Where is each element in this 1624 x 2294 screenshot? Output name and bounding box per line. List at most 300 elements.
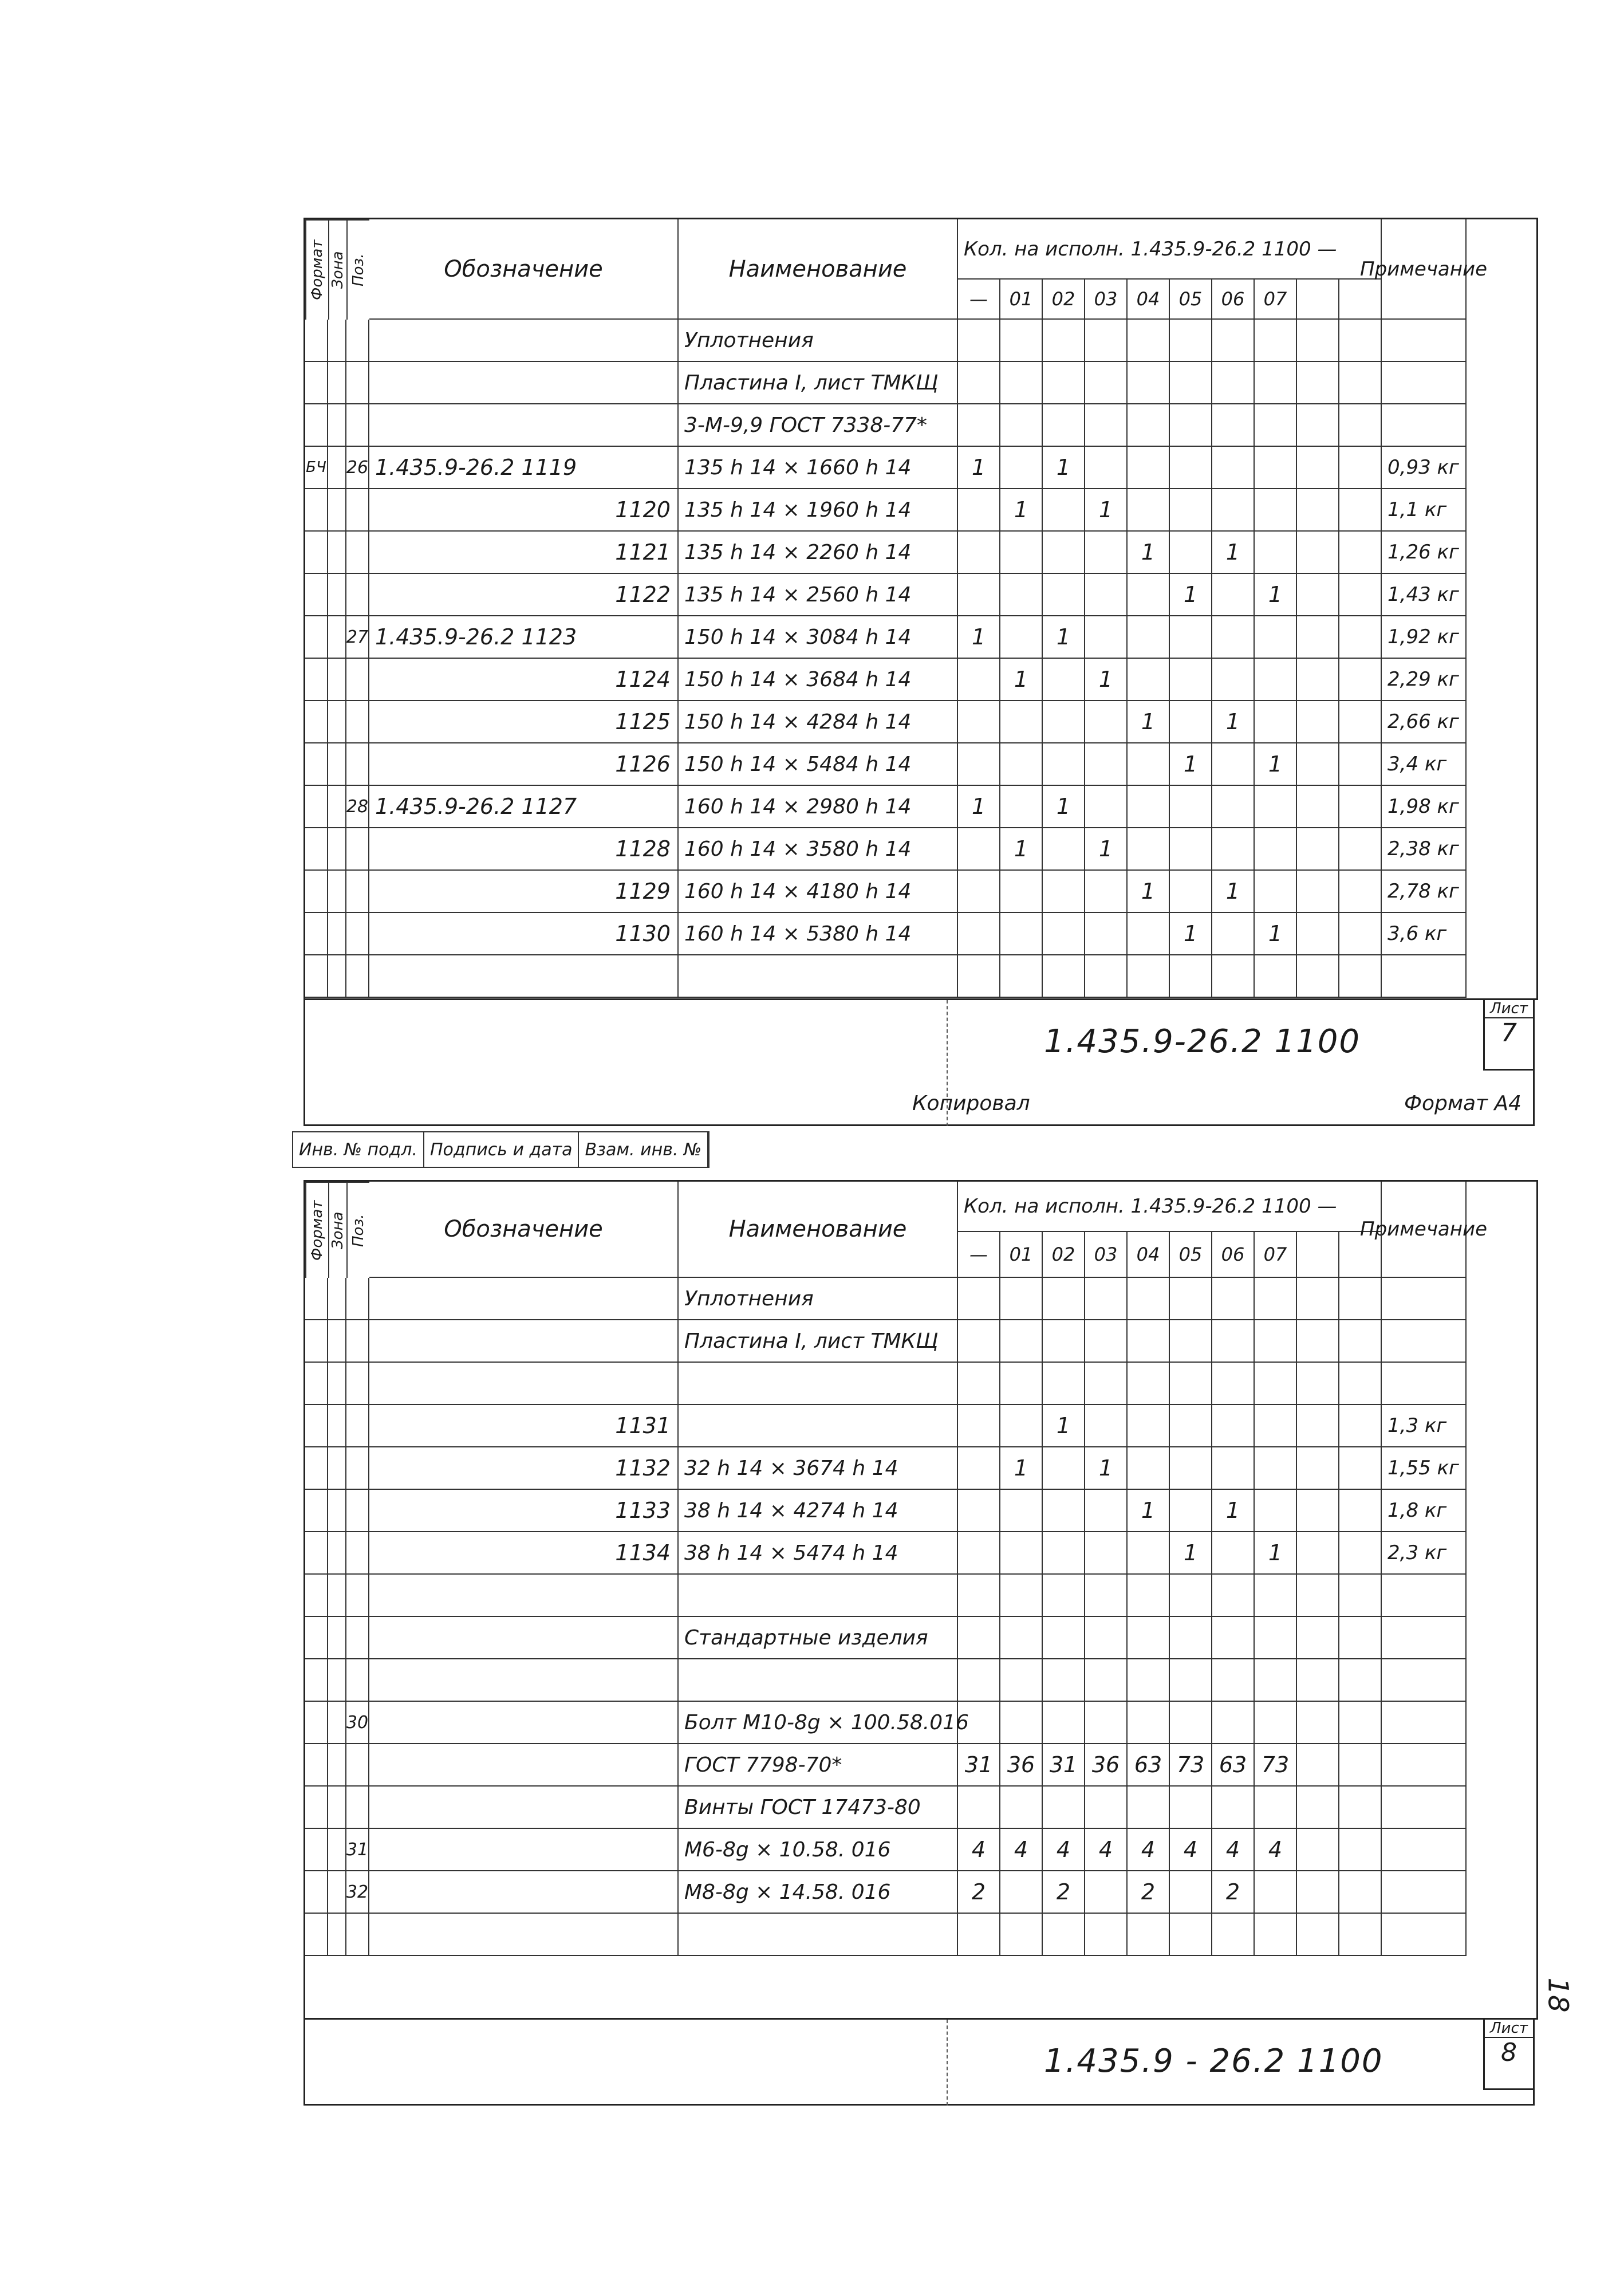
row-qty	[1085, 1320, 1128, 1363]
row-zone	[328, 1447, 346, 1490]
row-position	[346, 1617, 369, 1659]
row-format	[305, 489, 328, 532]
header-name: Наименование	[679, 219, 958, 320]
row-qty: 31	[1043, 1744, 1085, 1787]
row-qty: 63	[1212, 1744, 1255, 1787]
row-designation: 1130	[369, 913, 679, 955]
row-qty	[1170, 404, 1212, 447]
row-qty	[1128, 616, 1170, 659]
row-format	[305, 1702, 328, 1744]
row-qty: 1	[1128, 532, 1170, 574]
row-qty	[1128, 404, 1170, 447]
row-zone	[328, 1787, 346, 1829]
row-qty	[1170, 489, 1212, 532]
row-qty	[958, 828, 1000, 871]
row-qty	[1128, 1363, 1170, 1405]
row-qty	[1170, 1702, 1212, 1744]
row-qty	[1255, 489, 1297, 532]
row-qty	[1085, 1278, 1128, 1320]
row-qty	[1339, 871, 1382, 913]
header-variant: 05	[1170, 280, 1212, 320]
header-variant: 03	[1085, 280, 1128, 320]
header-format: Формат	[305, 219, 328, 320]
row-qty	[1043, 1490, 1085, 1532]
row-designation	[369, 362, 679, 404]
row-designation: 1.435.9-26.2 1123	[369, 616, 679, 659]
row-note	[1382, 404, 1467, 447]
row-name: 135 h 14 × 2260 h 14	[679, 532, 958, 574]
row-qty	[958, 1575, 1000, 1617]
row-designation: 1133	[369, 1490, 679, 1532]
row-qty	[1128, 828, 1170, 871]
row-zone	[328, 574, 346, 616]
row-qty: 1	[1085, 489, 1128, 532]
row-qty	[1000, 362, 1043, 404]
row-designation: 1128	[369, 828, 679, 871]
row-qty	[1297, 701, 1339, 743]
row-qty	[958, 955, 1000, 998]
row-note: 2,66 кг	[1382, 701, 1467, 743]
sheet-number-box	[1483, 2020, 1533, 2090]
row-qty	[1339, 1532, 1382, 1575]
row-qty: 1	[1000, 489, 1043, 532]
row-qty	[1043, 574, 1085, 616]
row-qty	[1170, 1787, 1212, 1829]
row-qty	[1297, 913, 1339, 955]
row-qty	[1043, 404, 1085, 447]
row-designation: 1121	[369, 532, 679, 574]
row-qty: 2	[958, 1871, 1000, 1914]
row-qty	[1085, 320, 1128, 362]
row-qty	[1339, 1405, 1382, 1447]
row-zone	[328, 786, 346, 828]
row-qty: 1	[1255, 574, 1297, 616]
row-position	[346, 362, 369, 404]
row-qty: 1	[1170, 1532, 1212, 1575]
row-qty	[1212, 1320, 1255, 1363]
row-format	[305, 1829, 328, 1871]
row-format	[305, 1659, 328, 1702]
row-name: 150 h 14 × 5484 h 14	[679, 743, 958, 786]
row-format	[305, 1575, 328, 1617]
row-zone	[328, 1320, 346, 1363]
row-qty	[1085, 701, 1128, 743]
row-qty	[1339, 1871, 1382, 1914]
row-qty	[1043, 1278, 1085, 1320]
row-qty	[1000, 1363, 1043, 1405]
row-qty	[1339, 404, 1382, 447]
row-zone	[328, 320, 346, 362]
row-zone	[328, 532, 346, 574]
row-qty	[1085, 616, 1128, 659]
header-variant: 07	[1255, 280, 1297, 320]
row-qty	[1128, 786, 1170, 828]
row-qty	[1085, 743, 1128, 786]
row-qty	[1170, 1320, 1212, 1363]
row-qty: 1	[1085, 828, 1128, 871]
row-qty	[1212, 1405, 1255, 1447]
row-qty	[1212, 828, 1255, 871]
row-qty	[1043, 532, 1085, 574]
row-qty	[1085, 1532, 1128, 1575]
row-qty: 1	[1000, 1447, 1043, 1490]
row-qty	[1212, 489, 1255, 532]
row-zone	[328, 1829, 346, 1871]
row-qty: 1	[1043, 616, 1085, 659]
row-format	[305, 743, 328, 786]
header-designation: Обозначение	[369, 1182, 679, 1278]
row-format	[305, 404, 328, 447]
row-qty	[1212, 913, 1255, 955]
row-position	[346, 532, 369, 574]
row-name: 135 h 14 × 2560 h 14	[679, 574, 958, 616]
row-qty: 1	[1043, 447, 1085, 489]
row-name	[679, 1363, 958, 1405]
row-position	[346, 1490, 369, 1532]
header-variant	[1339, 280, 1382, 320]
sheet-label: Лист	[1485, 1000, 1533, 1018]
row-format	[305, 1744, 328, 1787]
document-code: 1.435.9-26.2 1100	[1044, 1023, 1361, 1060]
row-position: 30	[346, 1702, 369, 1744]
spec-sheet-8	[303, 1180, 1538, 2106]
row-designation	[369, 955, 679, 998]
row-format	[305, 701, 328, 743]
row-qty	[1128, 743, 1170, 786]
row-qty: 1	[958, 447, 1000, 489]
row-zone	[328, 1871, 346, 1914]
row-qty	[1297, 1278, 1339, 1320]
header-note: Примечание	[1382, 219, 1467, 320]
row-qty	[1339, 828, 1382, 871]
row-qty	[1255, 786, 1297, 828]
row-qty	[1339, 1829, 1382, 1871]
header-designation: Обозначение	[369, 219, 679, 320]
row-qty	[958, 574, 1000, 616]
row-zone	[328, 1490, 346, 1532]
row-zone	[328, 659, 346, 701]
row-name: 135 h 14 × 1960 h 14	[679, 489, 958, 532]
row-qty: 1	[1085, 659, 1128, 701]
row-note	[1382, 1744, 1467, 1787]
row-qty	[1339, 1617, 1382, 1659]
row-qty	[1170, 701, 1212, 743]
row-qty	[1212, 659, 1255, 701]
row-qty: 4	[1255, 1829, 1297, 1871]
row-qty	[1043, 913, 1085, 955]
row-qty	[1085, 1702, 1128, 1744]
row-qty	[1212, 1532, 1255, 1575]
row-designation: 1122	[369, 574, 679, 616]
row-note: 1,3 кг	[1382, 1405, 1467, 1447]
row-qty	[1170, 616, 1212, 659]
row-name: Винты ГОСТ 17473-80	[679, 1787, 958, 1829]
row-qty	[1339, 1787, 1382, 1829]
row-qty	[1339, 616, 1382, 659]
row-qty	[1212, 955, 1255, 998]
row-zone	[328, 1702, 346, 1744]
row-qty	[1339, 489, 1382, 532]
row-qty	[958, 1617, 1000, 1659]
row-qty	[1170, 1575, 1212, 1617]
row-qty	[1043, 1659, 1085, 1702]
row-zone	[328, 404, 346, 447]
row-qty: 1	[1255, 743, 1297, 786]
row-qty	[1085, 871, 1128, 913]
row-format	[305, 1617, 328, 1659]
row-designation	[369, 1278, 679, 1320]
row-position	[346, 320, 369, 362]
row-qty	[958, 320, 1000, 362]
row-qty	[1043, 1363, 1085, 1405]
row-note	[1382, 1363, 1467, 1405]
row-qty	[1000, 574, 1043, 616]
row-qty	[1000, 1787, 1043, 1829]
row-zone	[328, 1617, 346, 1659]
sheet-number: 7	[1501, 1018, 1517, 1048]
row-position	[346, 913, 369, 955]
row-qty	[1085, 1914, 1128, 1956]
row-qty	[1339, 913, 1382, 955]
row-qty	[1000, 1575, 1043, 1617]
row-qty	[1212, 1447, 1255, 1490]
row-note	[1382, 1914, 1467, 1956]
row-qty	[1000, 1490, 1043, 1532]
row-qty	[1297, 447, 1339, 489]
row-qty	[1297, 1320, 1339, 1363]
row-qty	[1255, 320, 1297, 362]
row-qty	[958, 1447, 1000, 1490]
header-variant: 04	[1128, 1232, 1170, 1278]
row-qty	[1255, 1575, 1297, 1617]
row-name: 135 h 14 × 1660 h 14	[679, 447, 958, 489]
row-qty	[1212, 447, 1255, 489]
row-format	[305, 1532, 328, 1575]
header-variant	[1297, 1232, 1339, 1278]
row-position	[346, 1278, 369, 1320]
row-qty: 63	[1128, 1744, 1170, 1787]
row-designation	[369, 1659, 679, 1702]
row-qty	[1297, 1829, 1339, 1871]
row-format	[305, 1914, 328, 1956]
row-qty	[1339, 362, 1382, 404]
row-format	[305, 1447, 328, 1490]
row-position	[346, 955, 369, 998]
row-qty	[1085, 913, 1128, 955]
row-designation: 1131	[369, 1405, 679, 1447]
row-format	[305, 1363, 328, 1405]
row-qty	[1339, 743, 1382, 786]
row-format	[305, 320, 328, 362]
row-qty	[1212, 1278, 1255, 1320]
header-variant: —	[958, 1232, 1000, 1278]
row-qty	[1212, 362, 1255, 404]
row-qty	[1297, 1871, 1339, 1914]
row-qty	[1085, 1575, 1128, 1617]
row-format	[305, 828, 328, 871]
row-qty	[1000, 532, 1043, 574]
row-qty	[1043, 1320, 1085, 1363]
row-qty	[1128, 447, 1170, 489]
row-position	[346, 574, 369, 616]
row-note: 1,55 кг	[1382, 1447, 1467, 1490]
row-qty	[1085, 447, 1128, 489]
header-variant: 07	[1255, 1232, 1297, 1278]
row-qty: 4	[1128, 1829, 1170, 1871]
row-name: Пластина I, лист ТМКЩ	[679, 1320, 958, 1363]
row-qty	[1085, 1659, 1128, 1702]
row-qty	[1255, 1320, 1297, 1363]
row-note: 1,43 кг	[1382, 574, 1467, 616]
row-note	[1382, 1575, 1467, 1617]
row-qty	[1043, 1575, 1085, 1617]
row-qty: 4	[958, 1829, 1000, 1871]
row-qty	[1255, 1278, 1297, 1320]
title-block	[303, 1000, 1535, 1126]
row-qty	[1212, 1914, 1255, 1956]
row-qty	[1255, 871, 1297, 913]
row-format	[305, 659, 328, 701]
row-qty	[1255, 1363, 1297, 1405]
row-position	[346, 404, 369, 447]
row-position	[346, 1575, 369, 1617]
row-name	[679, 955, 958, 998]
row-qty: 1	[1128, 1490, 1170, 1532]
row-qty	[1085, 1405, 1128, 1447]
row-zone	[328, 1659, 346, 1702]
row-name	[679, 1575, 958, 1617]
row-format	[305, 871, 328, 913]
row-note	[1382, 1659, 1467, 1702]
row-qty	[1000, 1320, 1043, 1363]
row-qty	[1043, 1447, 1085, 1490]
row-designation: 1134	[369, 1532, 679, 1575]
row-qty: 4	[1000, 1829, 1043, 1871]
row-qty	[1212, 743, 1255, 786]
row-position	[346, 1320, 369, 1363]
row-qty: 1	[1212, 1490, 1255, 1532]
row-qty	[1297, 1744, 1339, 1787]
row-qty	[1339, 701, 1382, 743]
row-qty	[1339, 1914, 1382, 1956]
row-qty	[1212, 404, 1255, 447]
row-zone	[328, 362, 346, 404]
row-qty: 4	[1043, 1829, 1085, 1871]
sheet-label: Лист	[1485, 2020, 1533, 2038]
row-position	[346, 659, 369, 701]
row-qty	[1297, 1405, 1339, 1447]
row-qty	[1000, 616, 1043, 659]
row-zone	[328, 1532, 346, 1575]
row-qty	[1212, 320, 1255, 362]
row-qty	[1297, 786, 1339, 828]
row-note: 1,8 кг	[1382, 1490, 1467, 1532]
stamp-signature-date: Подпись и дата	[424, 1132, 580, 1167]
row-qty	[1128, 1405, 1170, 1447]
row-qty	[1043, 1702, 1085, 1744]
row-qty	[1043, 1914, 1085, 1956]
row-qty	[1297, 1787, 1339, 1829]
row-qty	[1043, 362, 1085, 404]
row-format	[305, 786, 328, 828]
row-note: 1,26 кг	[1382, 532, 1467, 574]
row-format	[305, 1490, 328, 1532]
row-note	[1382, 362, 1467, 404]
row-qty	[1297, 1914, 1339, 1956]
row-zone	[328, 1405, 346, 1447]
title-block-divider	[947, 2020, 948, 2106]
row-designation: 1125	[369, 701, 679, 743]
row-name: 32 h 14 × 3674 h 14	[679, 1447, 958, 1490]
row-qty	[1212, 1575, 1255, 1617]
row-note: 3,4 кг	[1382, 743, 1467, 786]
row-format	[305, 362, 328, 404]
row-qty	[1043, 1787, 1085, 1829]
row-qty	[1339, 1575, 1382, 1617]
row-name: 150 h 14 × 3084 h 14	[679, 616, 958, 659]
row-qty	[1085, 1617, 1128, 1659]
row-zone	[328, 1914, 346, 1956]
spec-sheet-7	[303, 218, 1538, 1126]
row-qty	[1000, 871, 1043, 913]
row-designation	[369, 1787, 679, 1829]
row-qty: 1	[1128, 701, 1170, 743]
row-qty: 2	[1128, 1871, 1170, 1914]
row-qty	[1297, 1447, 1339, 1490]
header-variant	[1297, 280, 1339, 320]
spec-table	[303, 1180, 1538, 2020]
row-name: 160 h 14 × 5380 h 14	[679, 913, 958, 955]
row-qty	[1339, 574, 1382, 616]
row-qty	[1339, 786, 1382, 828]
header-qty-title: Кол. на исполн. 1.435.9-26.2 1100 —	[958, 1182, 1382, 1232]
row-name: 160 h 14 × 2980 h 14	[679, 786, 958, 828]
row-qty	[1339, 1490, 1382, 1532]
row-zone	[328, 743, 346, 786]
row-qty: 4	[1085, 1829, 1128, 1871]
row-zone	[328, 701, 346, 743]
row-designation: 1132	[369, 1447, 679, 1490]
row-qty: 1	[1128, 871, 1170, 913]
row-name	[679, 1659, 958, 1702]
row-qty	[1000, 404, 1043, 447]
row-qty	[1170, 447, 1212, 489]
row-qty	[1297, 574, 1339, 616]
row-qty	[958, 532, 1000, 574]
header-variant	[1339, 1232, 1382, 1278]
row-qty	[1255, 1405, 1297, 1447]
row-position	[346, 828, 369, 871]
row-name: Уплотнения	[679, 320, 958, 362]
row-qty	[958, 404, 1000, 447]
row-qty	[1000, 786, 1043, 828]
header-variant: 04	[1128, 280, 1170, 320]
row-name: 38 h 14 × 5474 h 14	[679, 1532, 958, 1575]
row-qty: 2	[1043, 1871, 1085, 1914]
row-designation	[369, 404, 679, 447]
header-position: Поз.	[346, 1182, 369, 1278]
row-qty: 1	[1170, 913, 1212, 955]
header-name: Наименование	[679, 1182, 958, 1278]
row-qty	[958, 1914, 1000, 1956]
row-qty	[1170, 362, 1212, 404]
format-label: Формат А4	[1404, 1092, 1521, 1115]
row-position	[346, 743, 369, 786]
row-qty: 1	[1212, 701, 1255, 743]
row-name: 150 h 14 × 4284 h 14	[679, 701, 958, 743]
row-format	[305, 574, 328, 616]
row-qty	[1212, 786, 1255, 828]
